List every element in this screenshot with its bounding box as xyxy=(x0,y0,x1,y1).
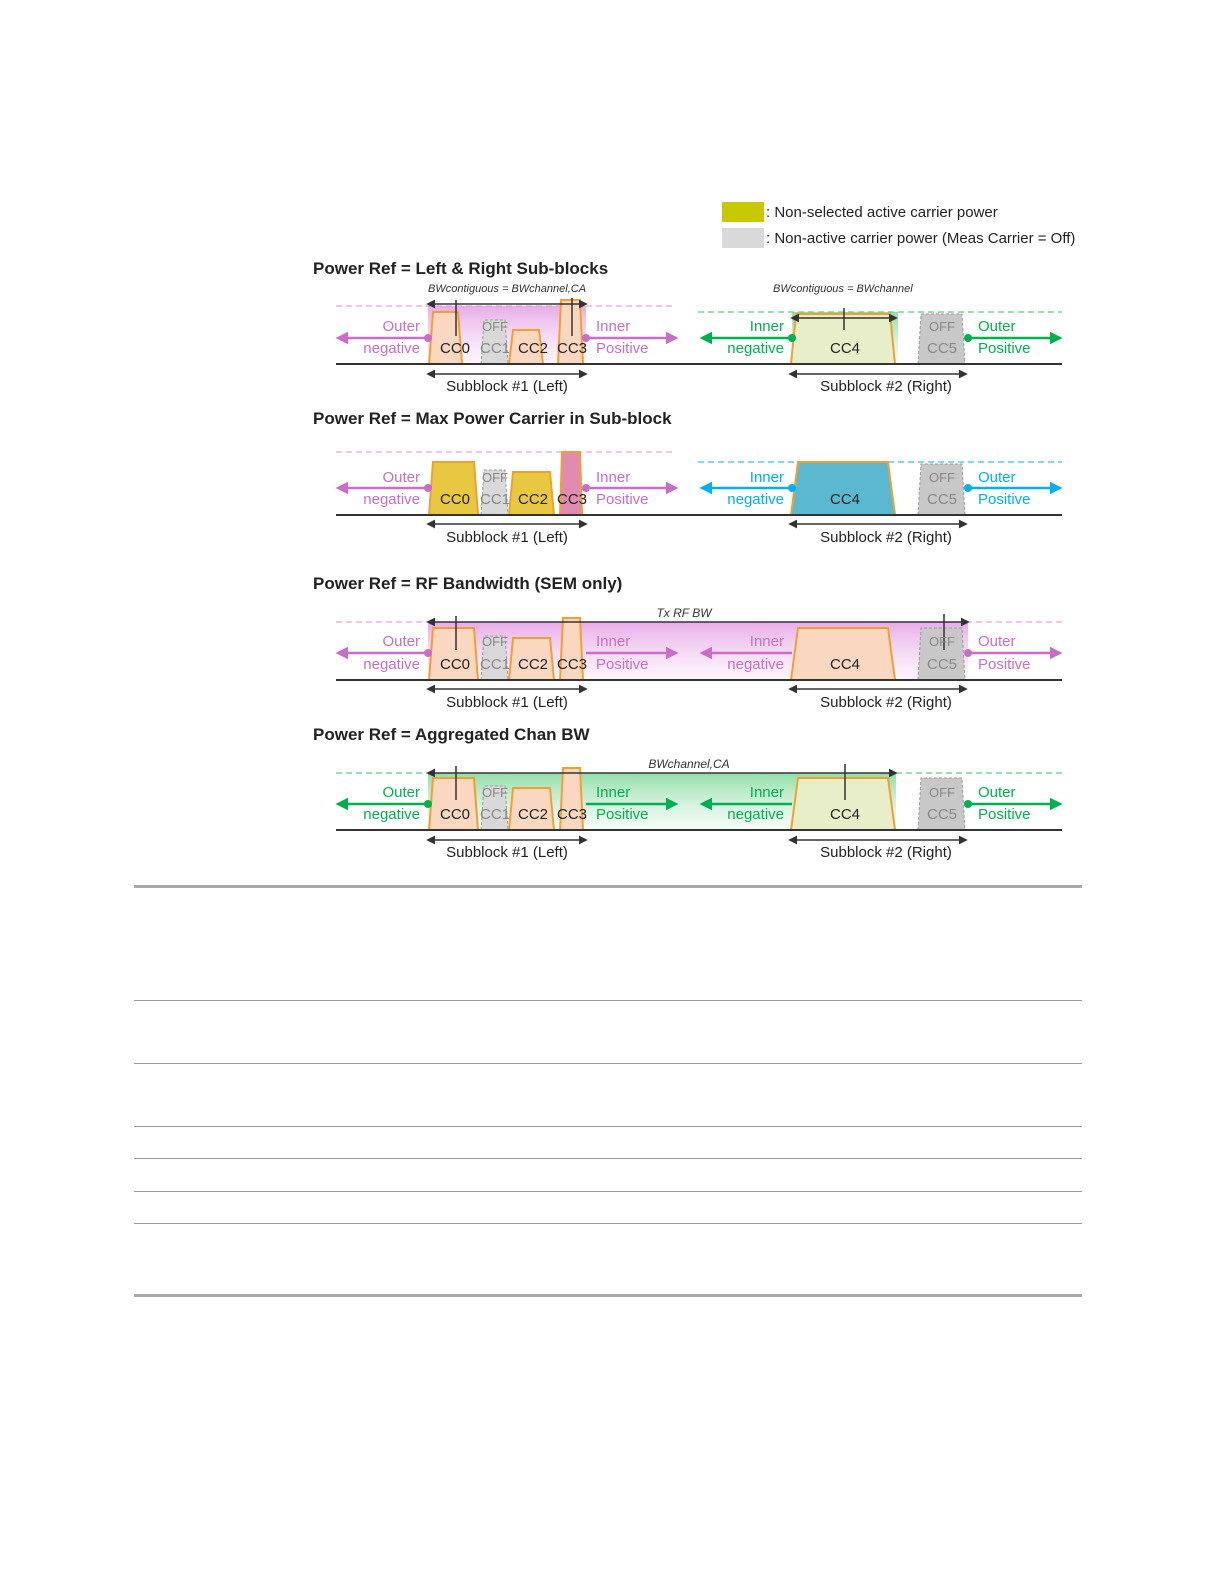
legend-label-nonactive: : Non-active carrier power (Meas Carrier = Off) xyxy=(766,230,1076,247)
label-outer: Outer xyxy=(382,469,420,486)
panel-title: Power Ref = RF Bandwidth (SEM only) xyxy=(313,574,623,593)
label-positive: Positive xyxy=(978,340,1031,357)
label-outer: Outer xyxy=(382,633,420,650)
label-off: OFF xyxy=(482,785,508,800)
panel-rf-bandwidth xyxy=(313,574,1062,711)
subblock-left-label: Subblock #1 (Left) xyxy=(446,378,568,395)
table-row-divider xyxy=(134,1158,1082,1159)
panel-title: Power Ref = Max Power Carrier in Sub-block xyxy=(313,409,672,428)
label-cc3: CC3 xyxy=(556,491,588,508)
label-off: OFF xyxy=(929,785,955,800)
label-inner: Inner xyxy=(596,784,631,801)
table-row-divider xyxy=(134,1000,1082,1001)
table-row-divider xyxy=(134,1223,1082,1224)
label-negative: negative xyxy=(727,656,784,673)
label-cc5: CC5 xyxy=(926,340,958,357)
table-row-divider xyxy=(134,1191,1082,1192)
label-inner: Inner xyxy=(596,318,631,335)
bw-channel-ca-annotation: BWchannel,CA xyxy=(648,757,730,771)
subblock-right-label: Subblock #2 (Right) xyxy=(820,844,952,861)
label-positive: Positive xyxy=(978,656,1031,673)
label-positive: Positive xyxy=(978,491,1031,508)
label-cc1: CC1 xyxy=(479,340,511,357)
label-negative: negative xyxy=(363,656,420,673)
label-cc5: CC5 xyxy=(926,491,958,508)
subblock-left-label: Subblock #1 (Left) xyxy=(446,694,568,711)
label-cc0: CC0 xyxy=(439,656,471,673)
tx-rf-bw-annotation: Tx RF BW xyxy=(656,606,712,620)
panel-max-power-carrier xyxy=(313,409,1062,546)
table-top-rule xyxy=(134,885,1082,888)
label-cc2: CC2 xyxy=(517,340,549,357)
label-negative: negative xyxy=(727,491,784,508)
label-negative: negative xyxy=(727,806,784,823)
label-cc0: CC0 xyxy=(439,806,471,823)
subblock-right-label: Subblock #2 (Right) xyxy=(820,529,952,546)
label-negative: negative xyxy=(727,340,784,357)
label-cc3: CC3 xyxy=(556,340,588,357)
legend-swatch-active xyxy=(722,202,764,222)
label-cc1: CC1 xyxy=(479,656,511,673)
label-positive: Positive xyxy=(596,491,649,508)
legend-swatch-nonactive xyxy=(722,228,764,248)
label-negative: negative xyxy=(363,806,420,823)
label-inner: Inner xyxy=(596,633,631,650)
legend-label-active: : Non-selected active carrier power xyxy=(766,204,998,221)
bw-annotation-left: BWcontiguous = BWchannel,CA xyxy=(428,283,587,295)
label-outer: Outer xyxy=(978,633,1016,650)
panel-left-right-subblocks xyxy=(313,259,1062,395)
label-outer: Outer xyxy=(382,784,420,801)
subblock-left-label: Subblock #1 (Left) xyxy=(446,529,568,546)
label-inner: Inner xyxy=(749,633,784,650)
subblock-right-label: Subblock #2 (Right) xyxy=(820,378,952,395)
label-cc3: CC3 xyxy=(556,656,588,673)
label-outer: Outer xyxy=(978,469,1016,486)
label-cc4: CC4 xyxy=(829,656,861,673)
label-cc4: CC4 xyxy=(829,806,861,823)
panel-aggregated-chan-bw xyxy=(313,725,1062,861)
label-cc1: CC1 xyxy=(479,491,511,508)
table-row-divider xyxy=(134,1126,1082,1127)
label-off: OFF xyxy=(482,634,508,649)
label-cc4: CC4 xyxy=(829,491,861,508)
label-cc1: CC1 xyxy=(479,806,511,823)
table-row-divider xyxy=(134,1063,1082,1064)
panel-title: Power Ref = Aggregated Chan BW xyxy=(313,725,590,744)
label-negative: negative xyxy=(363,491,420,508)
label-cc2: CC2 xyxy=(517,806,549,823)
label-positive: Positive xyxy=(596,806,649,823)
label-cc2: CC2 xyxy=(517,656,549,673)
bw-annotation-right: BWcontiguous = BWchannel xyxy=(773,283,913,295)
label-cc0: CC0 xyxy=(439,491,471,508)
label-outer: Outer xyxy=(978,784,1016,801)
label-off: OFF xyxy=(482,319,508,334)
label-positive: Positive xyxy=(596,340,649,357)
label-cc0: CC0 xyxy=(439,340,471,357)
label-off: OFF xyxy=(929,634,955,649)
panel-title: Power Ref = Left & Right Sub-blocks xyxy=(313,259,609,278)
label-cc3: CC3 xyxy=(556,806,588,823)
label-positive: Positive xyxy=(596,656,649,673)
subblock-right-label: Subblock #2 (Right) xyxy=(820,694,952,711)
legend xyxy=(722,202,1075,248)
label-off: OFF xyxy=(482,470,508,485)
label-cc5: CC5 xyxy=(926,806,958,823)
label-cc4: CC4 xyxy=(829,340,861,357)
subblock-left-label: Subblock #1 (Left) xyxy=(446,844,568,861)
label-cc5: CC5 xyxy=(926,656,958,673)
table-bottom-rule xyxy=(134,1294,1082,1297)
label-off: OFF xyxy=(929,470,955,485)
label-off: OFF xyxy=(929,319,955,334)
label-inner: Inner xyxy=(749,469,784,486)
label-inner: Inner xyxy=(749,318,784,335)
label-inner: Inner xyxy=(749,784,784,801)
label-positive: Positive xyxy=(978,806,1031,823)
label-cc2: CC2 xyxy=(517,491,549,508)
label-outer: Outer xyxy=(978,318,1016,335)
label-outer: Outer xyxy=(382,318,420,335)
label-negative: negative xyxy=(363,340,420,357)
label-inner: Inner xyxy=(596,469,631,486)
